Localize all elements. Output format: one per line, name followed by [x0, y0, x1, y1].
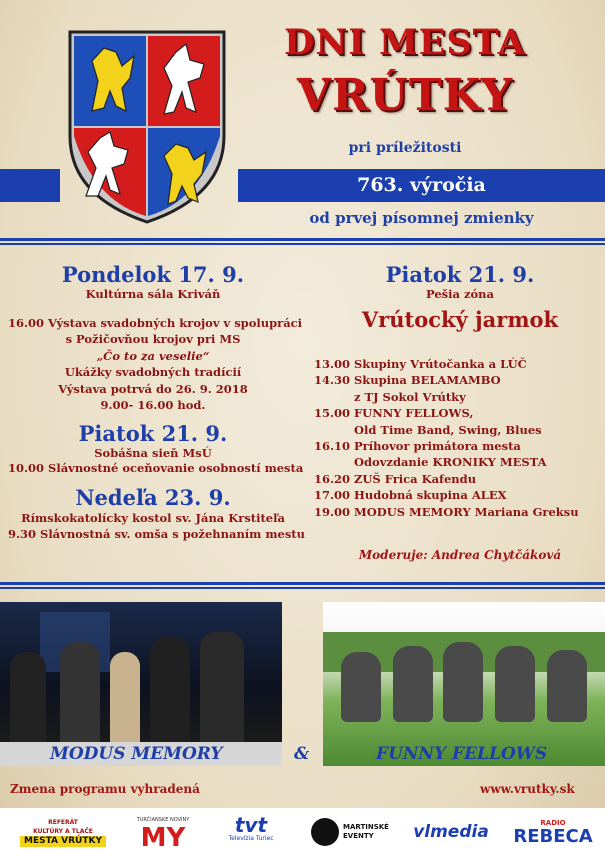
event-line: Výstava potrvá do 26. 9. 2018 [58, 381, 248, 396]
day-heading: Piatok 21. 9. [385, 262, 535, 287]
moderator: Moderuje: Andrea Chytčáková [358, 548, 562, 562]
program-list [314, 356, 604, 520]
event-line: s Požičovňou krojov pri MS [65, 332, 241, 347]
band-photo-modus-memory [0, 602, 282, 742]
event-line: 16.00 Výstava svadobných krojov v spolupráci [8, 316, 303, 330]
program-item: z TJ Sokol Vrútky [354, 389, 466, 404]
program-item: 19.00 MODUS MEMORY Mariana Greksu [314, 504, 579, 519]
right-column-header [320, 262, 600, 332]
day-heading: Nedeľa 23. 9. [75, 484, 231, 510]
venue: Sobášna sieň MsÚ [94, 446, 212, 461]
event-line: 9.00- 16.00 hod. [100, 398, 206, 413]
anniversary-text: 763. výročia [357, 174, 486, 196]
program-item: 14.30 Skupina BELAMAMBO [314, 373, 501, 388]
coat-of-arms [64, 26, 230, 226]
photo-label-amp: & [294, 744, 310, 764]
program-item: 16.10 Príhovor primátora mesta [314, 439, 521, 454]
day-heading: Piatok 21. 9. [78, 421, 228, 447]
sponsor-logos-bar [0, 808, 605, 854]
program-item: 15.00 FUNNY FELLOWS, [314, 406, 474, 421]
event-line: „Čo to za veselie“ [96, 348, 210, 363]
left-column [8, 262, 305, 543]
logo-tvt: tvt Televízia Turiec [228, 813, 274, 842]
logo-radio-rebeca: RADIO REBECA [513, 819, 593, 847]
program-item: Odovzdanie KRONIKY MESTA [354, 455, 547, 470]
since-text: od prvej písomnej zmienky [309, 209, 534, 227]
band-photo-funny-fellows [323, 602, 605, 766]
event-title: Vrútocký jarmok [361, 307, 559, 332]
logo-my-noviny: TURČIANSKE NOVINY MY [136, 817, 190, 853]
title-line1: DNI MESTA [284, 22, 526, 63]
event-line: Rímskokatolícky kostol sv. Jána Krstiteľa [21, 510, 285, 525]
logo-vlmedia: vlmedia [413, 822, 489, 842]
title-line2: VRÚTKY [296, 70, 514, 121]
occasion-text: pri príležitosti [348, 140, 462, 156]
logo-referat-kultury: REFERÁT KULTÚRY A TLAČE MESTA VRÚTKY [8, 816, 118, 848]
venue: Kultúrna sála Kriváň [85, 287, 221, 301]
divider-bottom-1 [0, 582, 605, 585]
program-item: 13.00 Skupiny Vrútočanka a LÚČ [314, 357, 527, 371]
divider-top-1 [0, 238, 605, 241]
anniversary-band-left [0, 169, 60, 202]
program-item: Old Time Band, Swing, Blues [354, 422, 542, 437]
program-change-note: Zmena programu vyhradená [10, 782, 200, 796]
event-line: Ukážky svadobných tradícií [64, 365, 242, 380]
divider-bottom-2 [0, 587, 605, 589]
divider-top-2 [0, 243, 605, 245]
event-line: 9.30 Slávnostná sv. omša s požehnaním mestu [8, 527, 305, 542]
program-item: 16.20 ZUŠ Frica Kafendu [314, 471, 477, 486]
logo-martinske-eventy: MARTINSKÉ EVENTY [304, 816, 396, 848]
day-heading: Pondelok 17. 9. [61, 262, 245, 287]
photo-label-left: MODUS MEMORY [50, 744, 223, 764]
website-link[interactable]: www.vrutky.sk [480, 782, 575, 796]
venue: Pešia zóna [426, 287, 494, 301]
program-item: 17.00 Hudobná skupina ALEX [314, 488, 507, 503]
photo-label-right: FUNNY FELLOWS [376, 744, 548, 764]
event-line: 10.00 Slávnostné oceňovanie osobností mesta [8, 461, 304, 476]
